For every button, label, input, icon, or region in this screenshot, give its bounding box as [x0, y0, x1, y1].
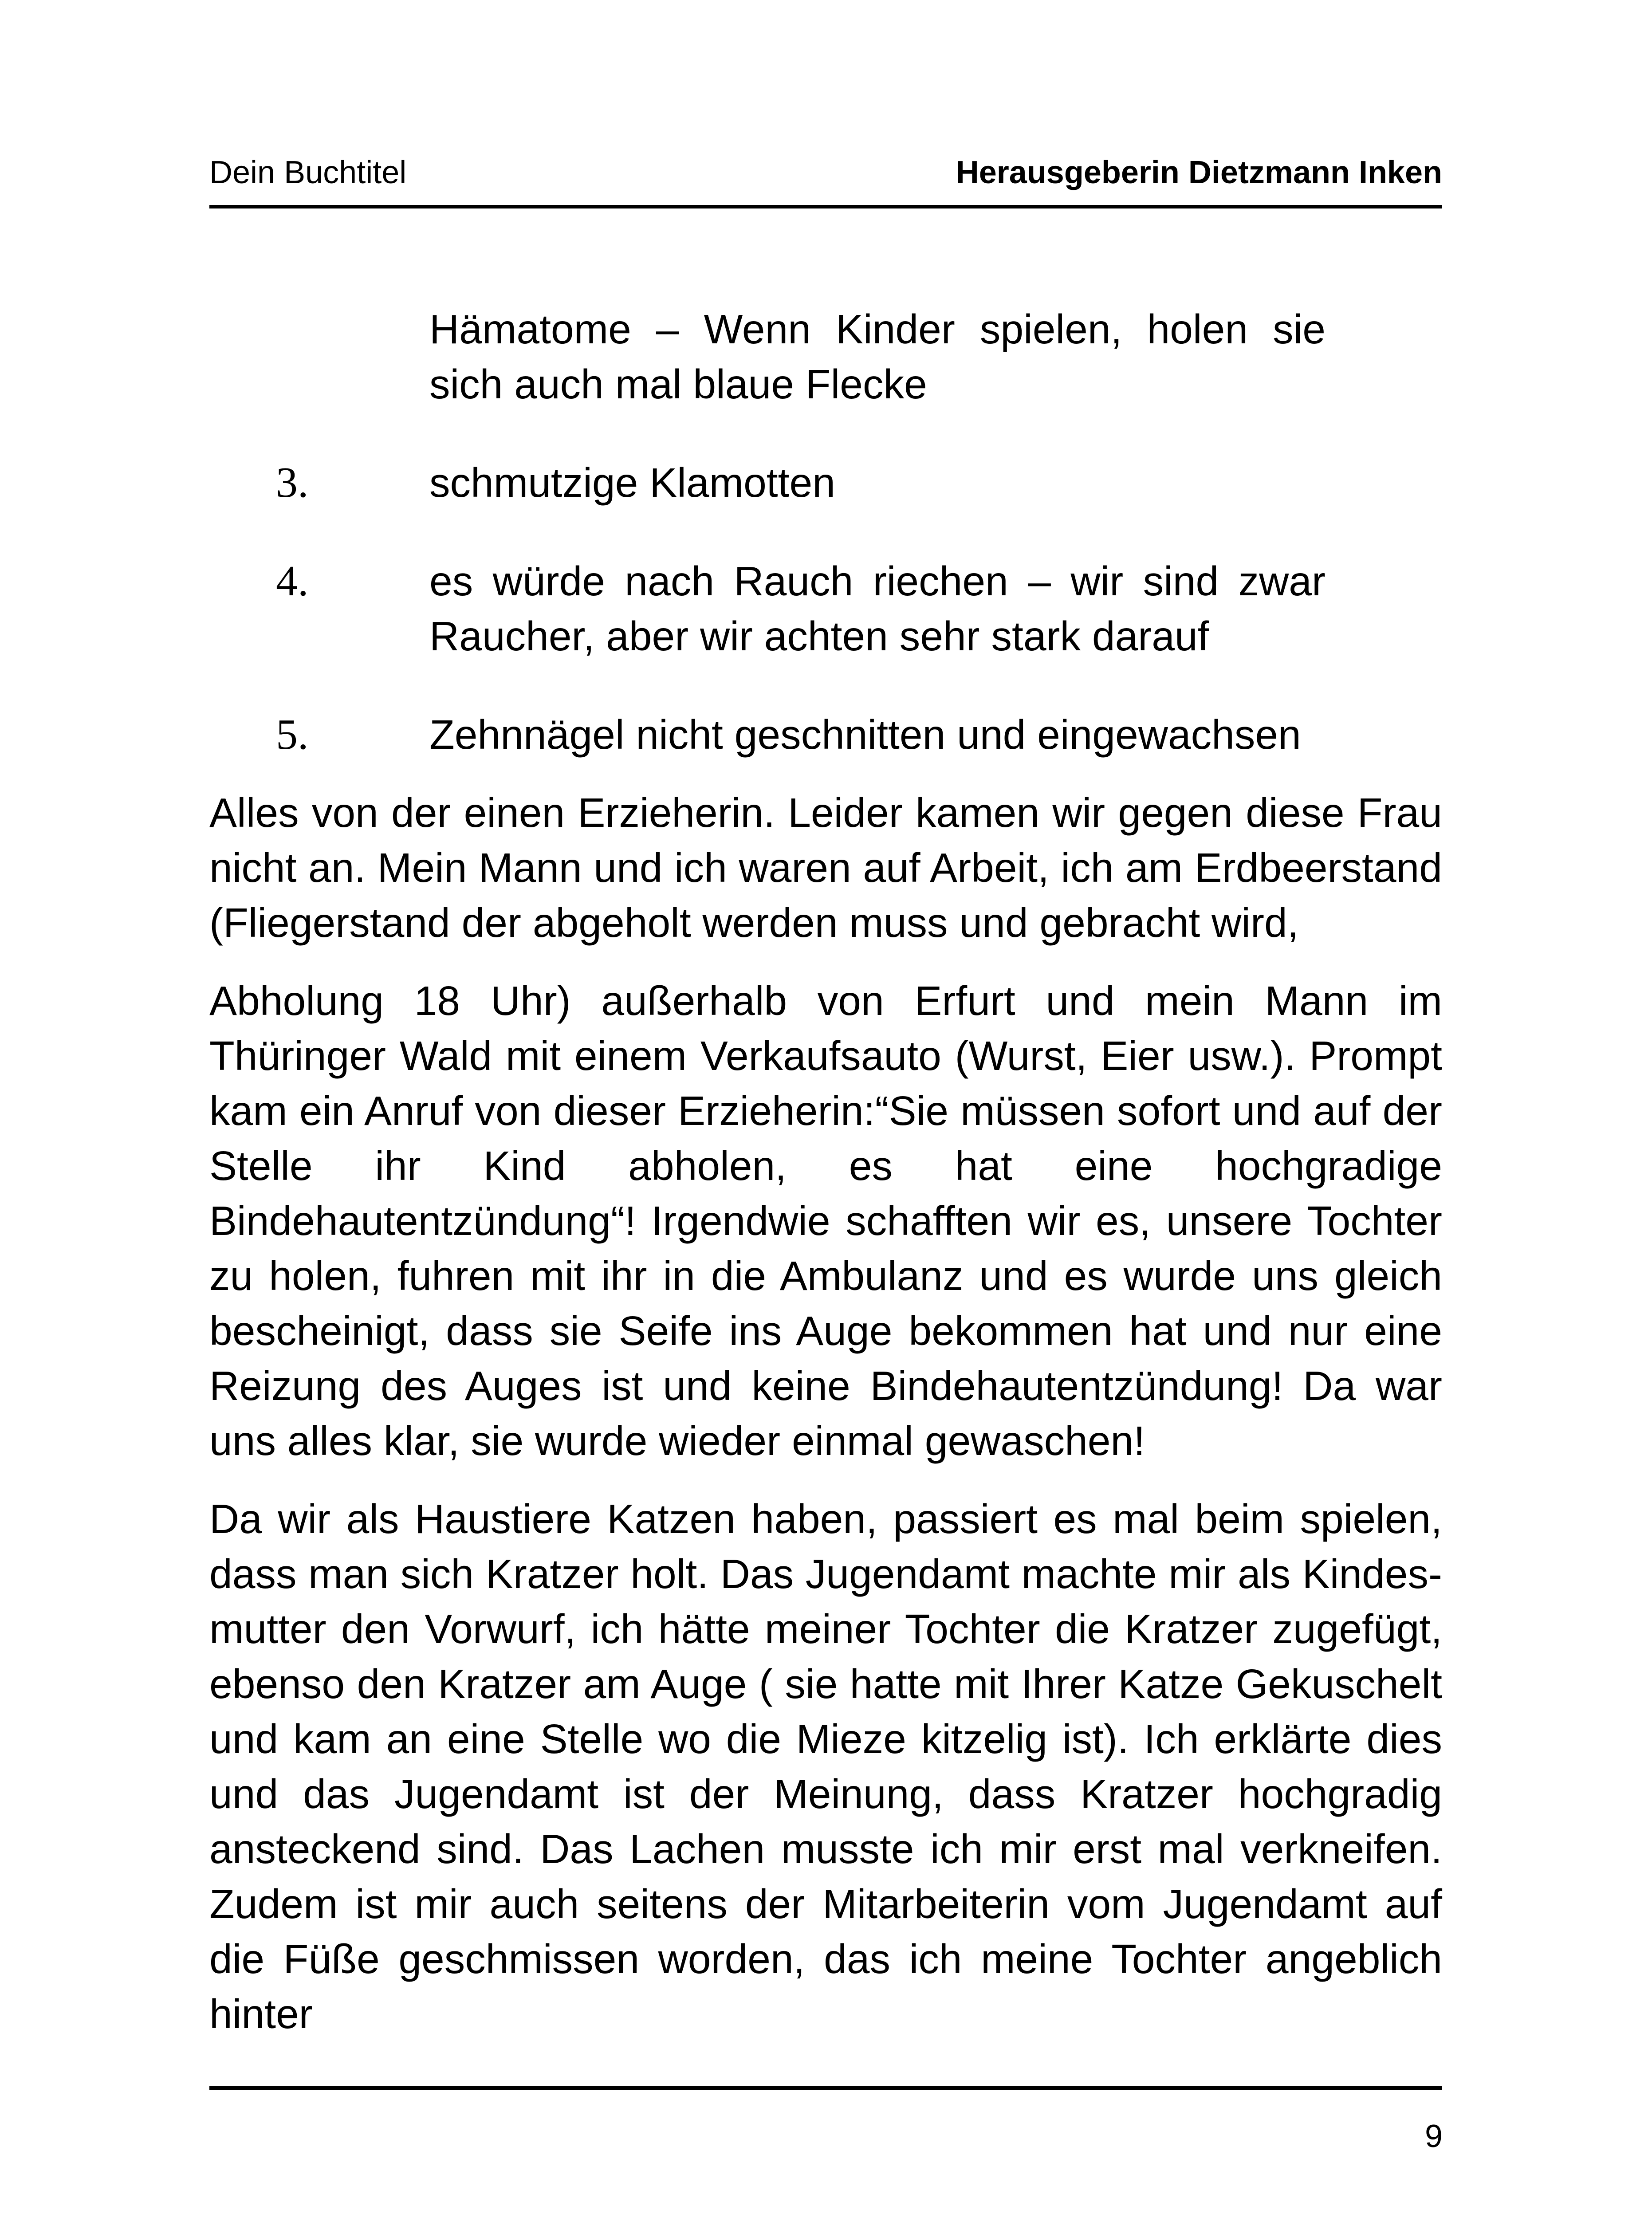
list-item-number: 4. — [276, 557, 309, 605]
paragraph: Alles von der einen Erzieherin. Leider kamen wir gegen diese Frau nicht an. Mein Mann und ich waren auf Arbeit, ich am Erdbeerstand (Fliegerstand der abgeholt werden muss und gebracht wird, — [209, 790, 1442, 946]
list-item-number: 5. — [276, 711, 309, 759]
book-title: Dein Buchtitel — [209, 155, 407, 190]
list-item — [209, 455, 1326, 510]
list-item-text: es würde nach Rauch riechen – wir sind zwar Raucher, aber wir achten sehr stark darauf — [429, 558, 1326, 659]
paragraph: Abholung 18 Uhr) außerhalb von Erfurt und mein Mann im Thüringer Wald mit einem Verkaufsauto (Wurst, Eier usw.). Prompt kam ein Anruf von dieser Erzieherin:“Sie müssen sofort und auf der Stelle ihr Kind abholen, es hat eine hochgradige Bindehautentzündung“! Irgendwie schafften wir es, unsere Tochter zu holen, fuhren mit ihr in die Ambulanz und es wurde uns gleich bescheinigt, dass sie Seife ins Auge bekommen hat und nur eine Reizung des Auges ist und keine Bindehautentzündung! Da war uns alles klar, sie wurde wieder einmal gewaschen! — [209, 978, 1442, 1464]
list-item-text: Zehnnägel nicht geschnitten und eingewachsen — [429, 712, 1301, 758]
list-item — [209, 554, 1326, 664]
list-item-text: schmutzige Klamotten — [429, 460, 835, 506]
list-item-number: 3. — [276, 459, 309, 507]
paragraph: Da wir als Haustiere Katzen haben, passiert es mal beim spielen, dass man sich Kratzer holt. Das Jugendamt machte mir als Kindes-mutter den Vorwurf, ich hätte meiner Tochter die Kratzer zugefügt, ebenso den Kratzer am Auge ( sie hatte mit Ihrer Katze Gekuschelt und kam an eine Stelle wo die Mieze kitzelig ist). Ich erklärte dies und das Jugendamt ist der Meinung, dass Kratzer hochgradig ansteckend sind. Das Lachen musste ich mir erst mal verkneifen. Zudem ist mir auch seitens der Mitarbeiterin vom Jugendamt auf die Füße geschmissen worden, das ich meine Tochter angeblich hinter — [209, 1496, 1442, 2037]
page-header — [209, 151, 1442, 195]
footer-rule — [209, 2086, 1442, 2090]
header-rule — [209, 205, 1442, 208]
list-item-continuation — [209, 302, 1326, 412]
editor-name: Herausgeberin Dietzmann Inken — [956, 155, 1442, 190]
list-item-text: Hämatome – Wenn Kinder spielen, holen sie sich auch mal blaue Flecke — [429, 306, 1326, 407]
list-item — [209, 707, 1326, 762]
page-number: 9 — [1424, 2119, 1443, 2154]
page-body — [209, 302, 1442, 2065]
